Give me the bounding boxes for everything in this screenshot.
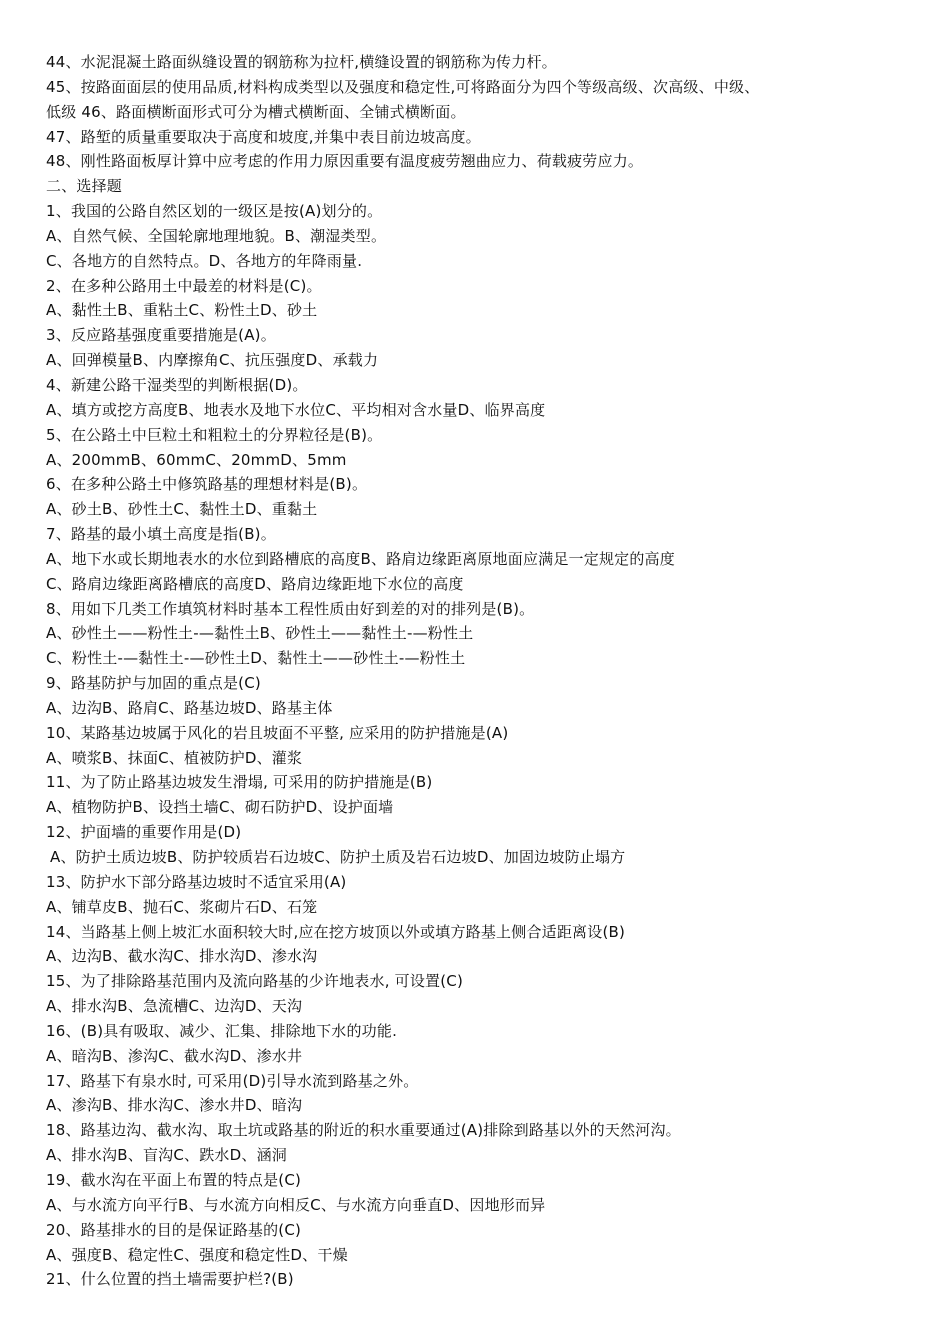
question-text: 8、用如下几类工作填筑材料时基本工程性质由好到差的对的排列是(B)。 xyxy=(46,599,535,618)
question-text: 13、防护水下部分路基边坡时不适宜采用(A) xyxy=(46,872,347,891)
answer-options: A、边沟B、路肩C、路基边坡D、路基主体 xyxy=(46,698,333,717)
question-text: 20、路基排水的目的是保证路基的(C) xyxy=(46,1220,302,1239)
answer-options: A、回弹模量B、内摩擦角C、抗压强度D、承载力 xyxy=(46,351,379,370)
answer-options: A、砂性土——粉性土-—黏性土B、砂性土——黏性土-—粉性土 xyxy=(46,624,474,643)
text-line: 47、路堑的质量重要取决于高度和坡度,并集中表目前边坡高度。 xyxy=(46,127,481,146)
question-text: 4、新建公路干湿类型的判断根据(D)。 xyxy=(46,375,308,394)
question-text: 18、路基边沟、截水沟、取土坑或路基的附近的积水重要通过(A)排除到路基以外的天然河沟。 xyxy=(46,1121,681,1140)
answer-options: C、各地方的自然特点。D、各地方的年降雨量. xyxy=(46,251,363,270)
answer-options: A、渗沟B、排水沟C、渗水井D、暗沟 xyxy=(46,1096,303,1115)
text-line: 48、刚性路面板厚计算中应考虑的作用力原因重要有温度疲劳翘曲应力、荷载疲劳应力。 xyxy=(46,152,644,171)
question-text: 1、我国的公路自然区划的一级区是按(A)划分的。 xyxy=(46,202,383,221)
question-text: 6、在多种公路土中修筑路基的理想材料是(B)。 xyxy=(46,475,368,494)
question-text: 16、(B)具有吸取、减少、汇集、排除地下水的功能. xyxy=(46,1021,398,1040)
answer-options: A、填方或挖方高度B、地表水及地下水位C、平均相对含水量D、临界高度 xyxy=(46,400,546,419)
document-body xyxy=(46,50,926,1292)
answer-options: A、黏性土B、重粘土C、粉性土D、砂土 xyxy=(46,301,318,320)
question-text: 21、什么位置的挡土墙需要护栏?(B) xyxy=(46,1270,294,1289)
question-text: 5、在公路土中巨粒土和粗粒土的分界粒径是(B)。 xyxy=(46,425,383,444)
question-text: 12、护面墙的重要作用是(D) xyxy=(46,823,242,842)
answer-options: A、自然气候、全国轮廓地理地貌。B、潮湿类型。 xyxy=(46,226,387,245)
answer-options: A、200mmB、60mmC、20mmD、5mm xyxy=(46,450,347,469)
answer-options: A、地下水或长期地表水的水位到路槽底的高度B、路肩边缘距离原地面应满足一定规定的高度 xyxy=(46,549,675,568)
answer-options: A、排水沟B、盲沟C、跌水D、涵洞 xyxy=(46,1146,287,1165)
question-text: 9、路基防护与加固的重点是(C) xyxy=(46,674,261,693)
answer-options: A、铺草皮B、抛石C、浆砌片石D、石笼 xyxy=(46,897,318,916)
answer-options: A、暗沟B、渗沟C、截水沟D、渗水井 xyxy=(46,1046,303,1065)
answer-options: A、喷浆B、抹面C、植被防护D、灌浆 xyxy=(46,748,303,767)
answer-options: A、砂土B、砂性土C、黏性土D、重黏土 xyxy=(46,500,318,519)
answer-options: A、强度B、稳定性C、强度和稳定性D、干燥 xyxy=(46,1245,348,1264)
answer-options: C、路肩边缘距离路槽底的高度D、路肩边缘距地下水位的高度 xyxy=(46,574,464,593)
text-line: 低级 46、路面横断面形式可分为槽式横断面、全铺式横断面。 xyxy=(46,102,466,121)
question-text: 17、路基下有泉水时, 可采用(D)引导水流到路基之外。 xyxy=(46,1071,419,1090)
text-line: 44、水泥混凝土路面纵缝设置的钢筋称为拉杆,横缝设置的钢筋称为传力杆。 xyxy=(46,53,557,71)
answer-options: A、排水沟B、急流槽C、边沟D、天沟 xyxy=(46,997,303,1016)
question-text: 7、路基的最小填土高度是指(B)。 xyxy=(46,525,276,544)
question-text: 11、为了防止路基边坡发生滑塌, 可采用的防护措施是(B) xyxy=(46,773,433,792)
question-text: 3、反应路基强度重要措施是(A)。 xyxy=(46,326,276,345)
question-text: 15、为了排除路基范围内及流向路基的少许地表水, 可设置(C) xyxy=(46,972,464,991)
answer-options: A、边沟B、截水沟C、排水沟D、渗水沟 xyxy=(46,947,318,966)
answer-options: A、与水流方向平行B、与水流方向相反C、与水流方向垂直D、因地形而异 xyxy=(46,1195,546,1214)
section-heading: 二、选择题 xyxy=(46,177,123,196)
text-line: 45、按路面面层的使用品质,材料构成类型以及强度和稳定性,可将路面分为四个等级高级、次高级、中级、 xyxy=(46,77,760,96)
question-text: 2、在多种公路用土中最差的材料是(C)。 xyxy=(46,276,322,295)
answer-options: A、植物防护B、设挡土墙C、砌石防护D、设护面墙 xyxy=(46,798,394,817)
answer-options: A、防护土质边坡B、防护较质岩石边坡C、防护土质及岩石边坡D、加固边坡防止塌方 xyxy=(50,848,626,866)
question-text: 14、当路基上侧上坡汇水面积较大时,应在挖方坡顶以外或填方路基上侧合适距离设(B) xyxy=(46,922,626,941)
question-text: 19、截水沟在平面上布置的特点是(C) xyxy=(46,1170,302,1189)
answer-options: C、粉性土-—黏性土-—砂性土D、黏性土——砂性土-—粉性土 xyxy=(46,649,466,668)
question-text: 10、某路基边坡属于风化的岩且坡面不平整, 应采用的防护措施是(A) xyxy=(46,723,509,742)
